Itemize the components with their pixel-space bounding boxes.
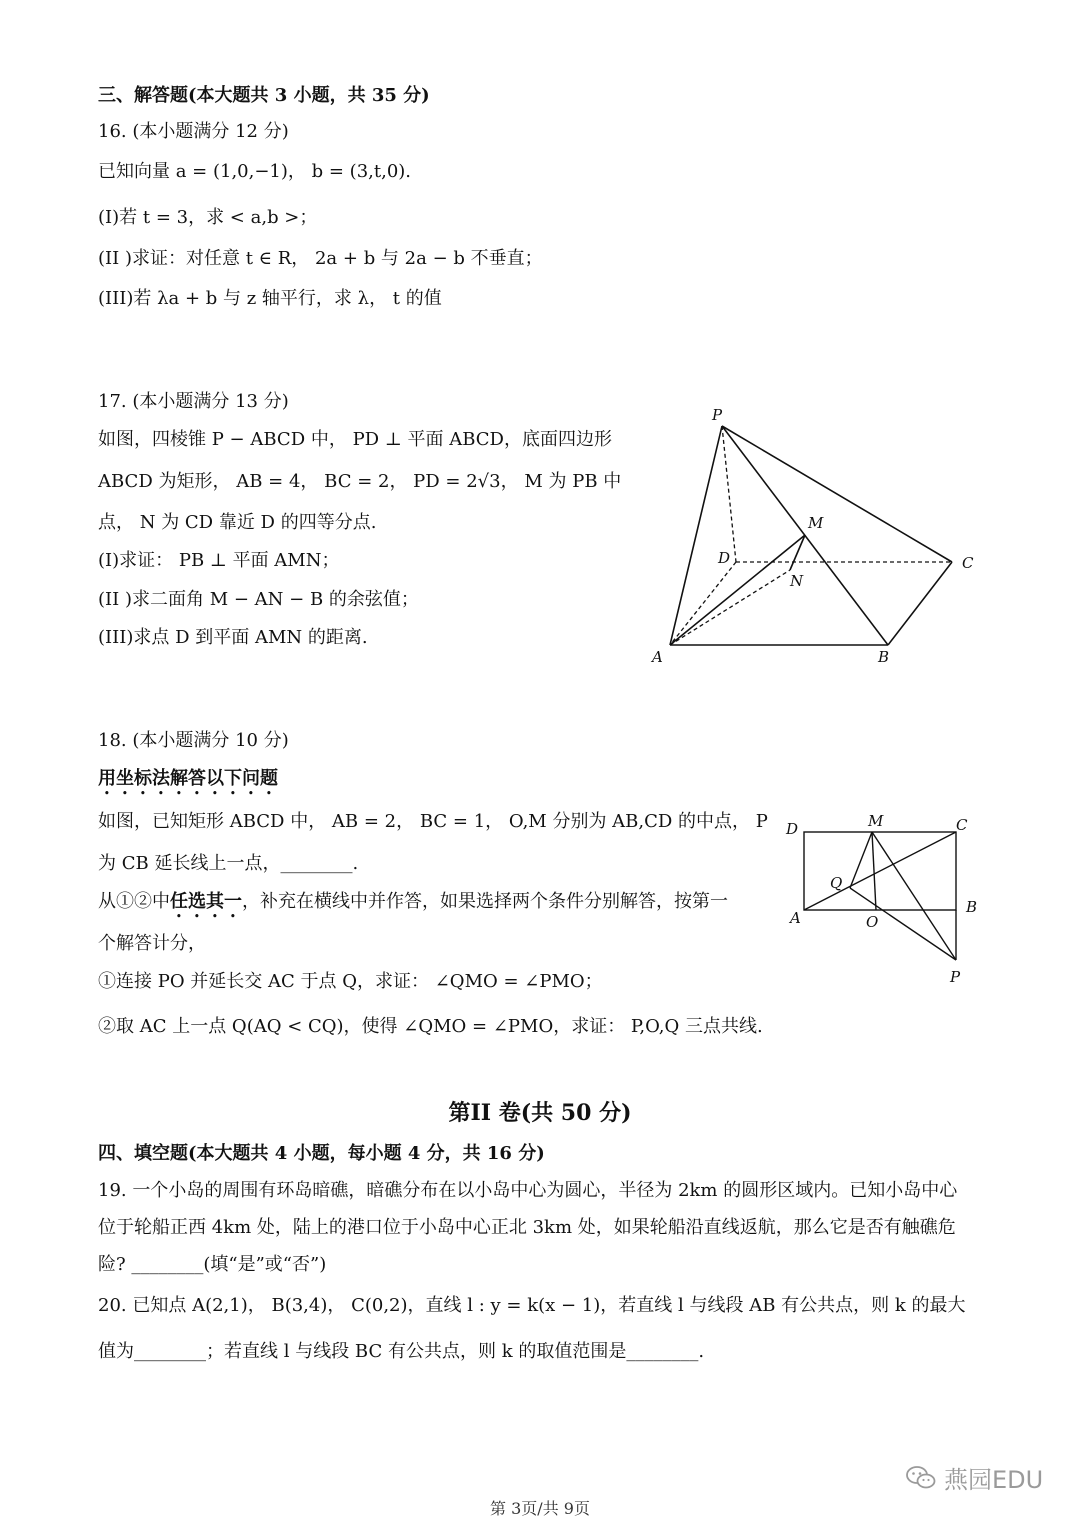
segment-AM <box>670 535 805 645</box>
q20-line2: 值为________；若直线 l 与线段 BC 有公共点，则 k 的取值范围是________. <box>98 1341 705 1362</box>
watermark <box>906 1460 1043 1495</box>
q17-line3: 点， N 为 CD 靠近 D 的四等分点. <box>98 512 377 533</box>
q18-line3-emphasis: 任选其一 <box>170 891 242 912</box>
q18-rectangle-figure <box>780 808 980 993</box>
q17-line2: ABCD 为矩形， AB = 4， BC = 2， PD = 2√3， M 为 PB 中 <box>98 471 622 492</box>
q18-opt2: ②取 AC 上一点 Q(AQ < CQ)，使得 ∠QMO = ∠PMO，求证： P,O,Q 三点共线. <box>98 1016 763 1037</box>
q16-title: 16. (本小题满分 12 分) <box>98 121 289 142</box>
q18-line4: 个解答计分， <box>98 933 206 954</box>
label-A: A <box>790 909 801 927</box>
q20-line1: 20. 已知点 A(2,1)， B(3,4)， C(0,2)，直线 l : y = k(x − 1)，若直线 l 与线段 AB 有公共点，则 k 的最大 <box>98 1295 966 1316</box>
q17-title: 17. (本小题满分 13 分) <box>98 391 289 412</box>
q19-line1: 19. 一个小岛的周围有环岛暗礁，暗礁分布在以小岛中心为圆心，半径为 2km 的圆形区域内。已知小岛中心 <box>98 1180 958 1201</box>
q16-part1: (I)若 t = 3，求 < a,b >； <box>98 207 318 228</box>
watermark-text: 燕园EDU <box>944 1466 1044 1494</box>
volume2-title: 第II 卷(共 50 分) <box>448 1100 632 1126</box>
label-B: B <box>878 648 890 666</box>
q16-part2: (II )求证：对任意 t ∈ R， 2a + b 与 2a − b 不垂直； <box>98 248 543 269</box>
label-O: O <box>866 913 879 931</box>
label-B: B <box>966 898 978 916</box>
segment-MP <box>872 832 956 960</box>
label-P: P <box>950 968 961 986</box>
q18-line1: 如图，已知矩形 ABCD 中， AB = 2， BC = 1， O,M 分别为 AB,CD 的中点， P <box>98 811 768 832</box>
q18-line3-pre: 从①②中 <box>98 891 170 912</box>
q18-line3 <box>98 890 728 922</box>
segment-MQ <box>850 832 872 888</box>
q17-part1: (I)求证： PB ⊥ 平面 AMN； <box>98 550 340 571</box>
label-P: P <box>712 406 723 424</box>
section4-heading: 四、填空题(本大题共 4 小题，每小题 4 分，共 16 分) <box>98 1143 545 1164</box>
label-C: C <box>956 816 968 834</box>
edge-PD-hidden <box>722 426 736 562</box>
q18-line3-post: ，补充在横线中并作答，如果选择两个条件分别解答，按第一 <box>242 891 728 912</box>
label-A: A <box>652 648 663 666</box>
q18-line2: 为 CB 延长线上一点，________. <box>98 853 359 874</box>
q17-part2: (II )求二面角 M − AN − B 的余弦值； <box>98 589 419 610</box>
label-Q: Q <box>830 874 843 892</box>
q17-pyramid-figure <box>640 400 990 675</box>
page-footer: 第 3页/共 9页 <box>490 1499 590 1518</box>
segment-MO <box>872 832 876 910</box>
q19-line2: 位于轮船正西 4km 处，陆上的港口位于小岛中心正北 3km 处，如果轮船沿直线返航，那么它是否有触礁危 <box>98 1217 956 1238</box>
segment-AN-hidden <box>670 570 790 645</box>
q16-stem: 已知向量 a = (1,0,−1)， b = (3,t,0). <box>98 161 412 182</box>
label-D: D <box>718 549 731 567</box>
label-N: N <box>790 572 804 590</box>
q17-part3: (III)求点 D 到平面 AMN 的距离. <box>98 627 368 648</box>
edge-BC <box>888 562 952 645</box>
label-M: M <box>808 514 824 532</box>
label-D: D <box>786 820 799 838</box>
label-M: M <box>868 812 884 830</box>
edge-PC <box>722 426 952 562</box>
q18-opt1: ①连接 PO 并延长交 AC 于点 Q，求证： ∠QMO = ∠PMO； <box>98 971 603 992</box>
q17-line1: 如图，四棱锥 P − ABCD 中， PD ⊥ 平面 ABCD，底面四边形 <box>98 429 612 450</box>
q16-part3: (III)若 λa + b 与 z 轴平行，求 λ， t 的值 <box>98 288 442 309</box>
wechat-icon <box>906 1465 936 1491</box>
q18-method: 用坐标法解答以下问题 <box>98 768 278 789</box>
q18-title: 18. (本小题满分 10 分) <box>98 730 289 751</box>
label-C: C <box>962 554 974 572</box>
section3-heading: 三、解答题(本大题共 3 小题，共 35 分) <box>98 85 430 106</box>
q19-line3: 险? ________(填“是”或“否”) <box>98 1254 327 1275</box>
